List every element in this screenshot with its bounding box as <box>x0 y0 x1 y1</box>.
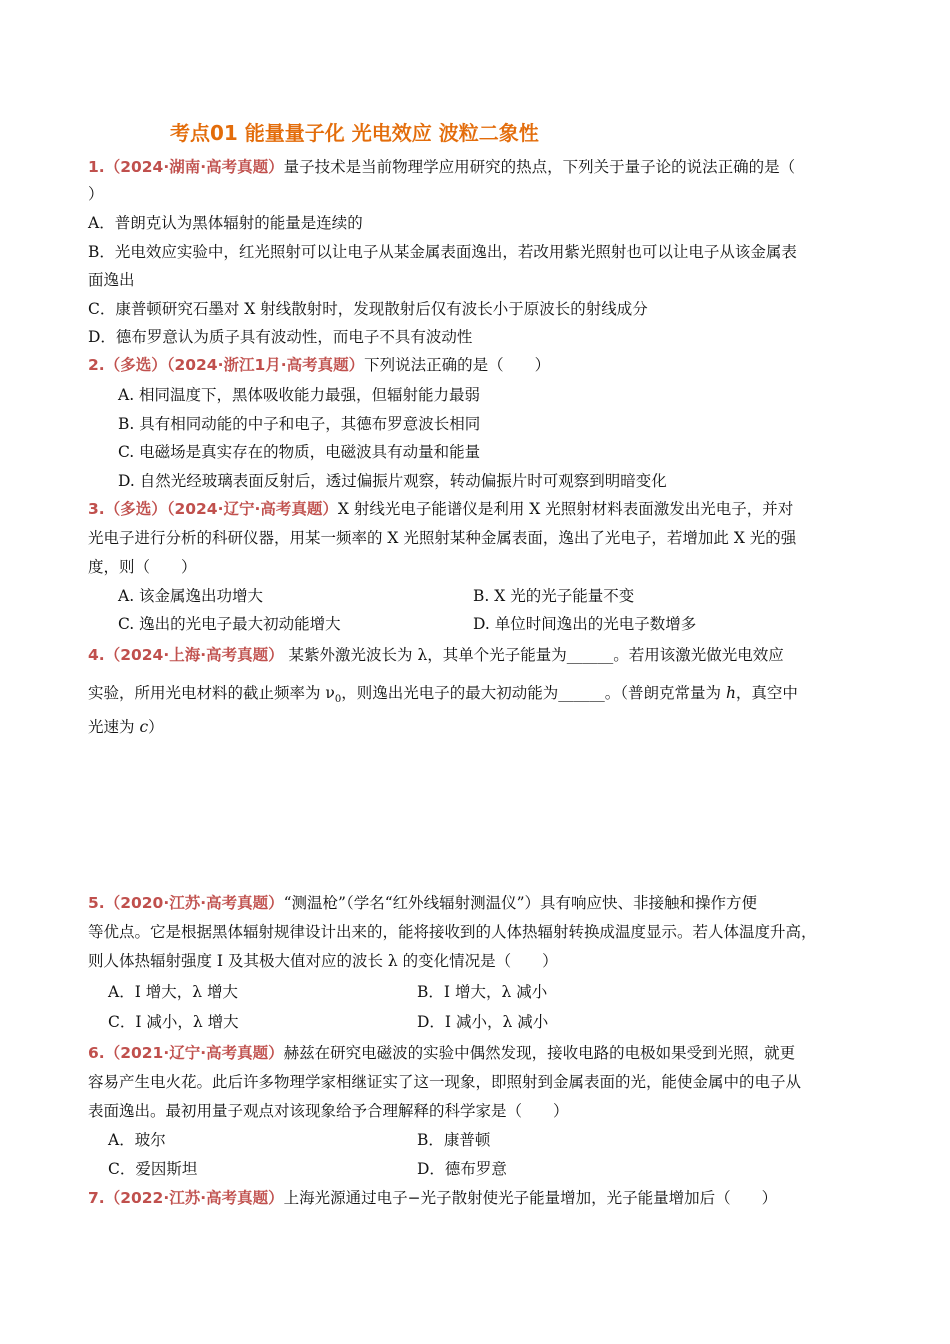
question-text-cont: ） <box>88 185 104 203</box>
question-number: 7. <box>88 1189 105 1207</box>
question-3-stem <box>88 499 793 519</box>
option-d: D．德布罗意 <box>417 1160 507 1178</box>
option-d: D. 自然光经玻璃表面反射后，透过偏振片观察，转动偏振片时可观察到明暗变化 <box>118 472 667 490</box>
question-source: （2022·江苏·高考真题） <box>104 1189 284 1207</box>
question-text: 某紫外激光波长为 λ，其单个光子能量为 <box>283 646 567 664</box>
question-source: （2024·辽宁·高考真题） <box>166 500 338 518</box>
question-text: 。（普朗克常量为 <box>604 684 726 702</box>
option-c: C．I 减小，λ 增大 <box>108 1013 239 1031</box>
question-text: 光速为 <box>88 718 140 736</box>
question-number: 4. <box>88 646 105 664</box>
question-1-stem <box>88 157 795 177</box>
question-source: （2021·辽宁·高考真题） <box>104 1044 284 1062</box>
option-b: B．I 增大，λ 减小 <box>417 983 548 1001</box>
variable-h: h <box>725 684 736 702</box>
question-text: 。若用该激光做光电效应 <box>613 646 784 664</box>
option-a: A. 相同温度下，黑体吸收能力最强，但辐射能力最弱 <box>118 386 481 404</box>
answer-blank: ______ <box>558 684 605 702</box>
question-number: 3. <box>88 500 105 518</box>
question-text: ，则逸出光电子的最大初动能为 <box>341 684 559 702</box>
question-text: 量子技术是当前物理学应用研究的热点，下列关于量子论的说法正确的是（ <box>283 158 796 176</box>
question-source: （2024·湖南·高考真题） <box>104 158 284 176</box>
option-d: D．德布罗意认为质子具有波动性，而电子不具有波动性 <box>88 328 473 346</box>
option-c: C．爱因斯坦 <box>108 1160 198 1178</box>
question-4-line-2 <box>88 683 798 710</box>
option-a: A．普朗克认为黑体辐射的能量是连续的 <box>88 214 363 232</box>
question-number: 6. <box>88 1044 105 1062</box>
option-c: C. 逸出的光电子最大初动能增大 <box>118 615 341 633</box>
question-text: X 射线光电子能谱仪是利用 X 光照射材料表面激发出光电子，并对 <box>337 500 794 518</box>
variable-c: c <box>139 718 149 736</box>
question-text-cont: 光电子进行分析的科研仪器，用某一频率的 X 光照射某种金属表面，逸出了光电子，若增加此 X 光的强 <box>88 529 797 547</box>
question-text: 实验，所用光电材料的截止频率为 ν <box>88 684 335 702</box>
question-text: ） <box>148 718 164 736</box>
question-text-cont: 容易产生电火花。此后许多物理学家相继证实了这一现象，即照射到金属表面的光，能使金属中的电子从 <box>88 1073 802 1091</box>
question-text-cont: 度，则（ ） <box>88 558 197 576</box>
question-text: 上海光源通过电子−光子散射使光子能量增加，光子能量增加后（ ） <box>283 1189 778 1207</box>
option-a: A．玻尔 <box>108 1131 166 1149</box>
question-source: （2024·上海·高考真题） <box>104 646 284 664</box>
question-5-stem <box>88 893 757 913</box>
question-text: “测温枪”（学名“红外线辐射测温仪”）具有响应快、非接触和操作方便 <box>283 894 758 912</box>
question-number: 2. <box>88 356 105 374</box>
question-4-stem <box>88 645 784 665</box>
question-source: （2024·浙江1月·高考真题） <box>166 356 365 374</box>
question-tag: （多选） <box>104 500 167 518</box>
question-text-cont: 等优点。它是根据黑体辐射规律设计出来的，能将接收到的人体热辐射转换成温度显示。若人体温度升高， <box>88 923 817 941</box>
question-number: 1. <box>88 158 105 176</box>
question-text-cont: 表面逸出。最初用量子观点对该现象给予合理解释的科学家是（ ） <box>88 1102 569 1120</box>
option-b: B．康普顿 <box>417 1131 491 1149</box>
question-number: 5. <box>88 894 105 912</box>
question-text: ，真空中 <box>735 684 798 702</box>
question-4-line-3 <box>88 717 164 737</box>
option-b: B. X 光的光子能量不变 <box>473 587 635 605</box>
option-d: D．I 减小，λ 减小 <box>417 1013 549 1031</box>
option-a: A. 该金属逸出功增大 <box>118 587 264 605</box>
question-tag: （多选） <box>104 356 167 374</box>
question-6-stem <box>88 1043 795 1063</box>
option-c: C. 电磁场是真实存在的物质，电磁波具有动量和能量 <box>118 443 481 461</box>
option-b: B. 具有相同动能的中子和电子，其德布罗意波长相同 <box>118 415 481 433</box>
question-7-stem <box>88 1188 777 1208</box>
subscript: 0 <box>334 694 342 706</box>
page-title: 考点01 能量量子化 光电效应 波粒二象性 <box>170 121 539 145</box>
question-text: 下列说法正确的是（ ） <box>364 356 551 374</box>
question-2-stem <box>88 355 550 375</box>
question-source: （2020·江苏·高考真题） <box>104 894 284 912</box>
option-a: A．I 增大，λ 增大 <box>108 983 238 1001</box>
option-d: D. 单位时间逸出的光电子数增多 <box>473 615 697 633</box>
question-text-cont: 则人体热辐射强度 I 及其极大值对应的波长 λ 的变化情况是（ ） <box>88 952 558 970</box>
answer-blank: ______ <box>566 646 614 664</box>
option-b-cont: 面逸出 <box>88 271 135 289</box>
option-b: B．光电效应实验中，红光照射可以让电子从某金属表面逸出，若改用紫光照射也可以让电子从该金属表 <box>88 243 797 261</box>
option-c: C．康普顿研究石墨对 X 射线散射时，发现散射后仅有波长小于原波长的射线成分 <box>88 300 648 318</box>
question-text: 赫兹在研究电磁波的实验中偶然发现，接收电路的电极如果受到光照，就更 <box>283 1044 796 1062</box>
